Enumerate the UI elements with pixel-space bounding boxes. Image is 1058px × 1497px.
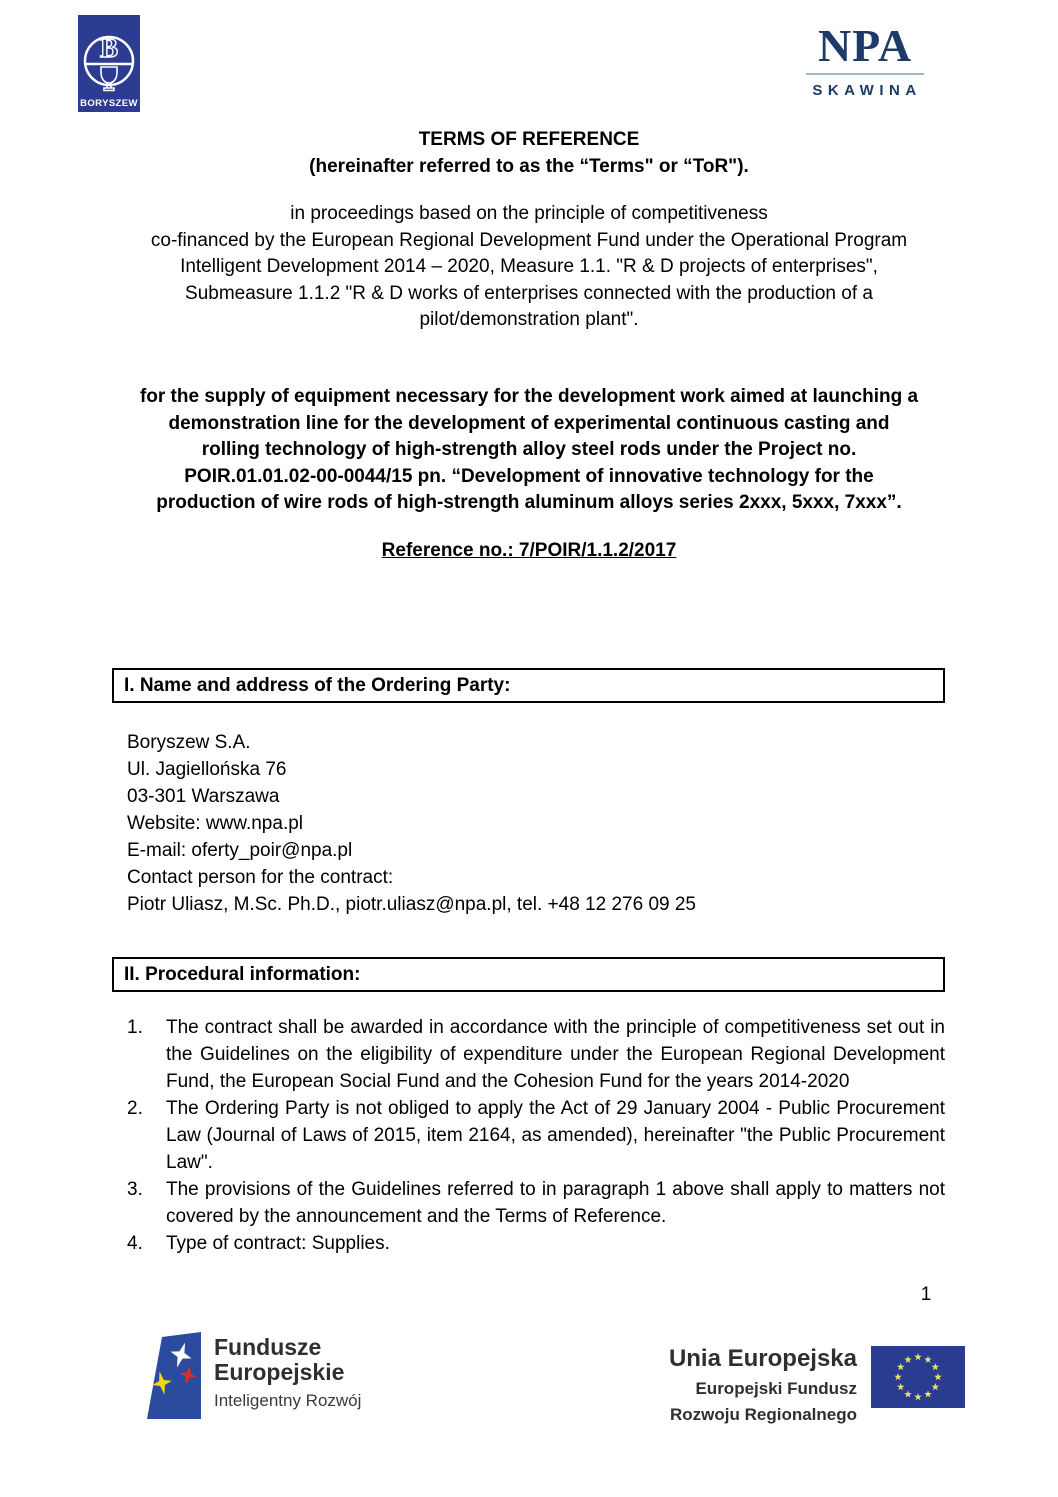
boryszew-logo-icon xyxy=(78,15,140,112)
list-item-number: 1. xyxy=(127,1017,143,1038)
npa-logo-title: NPA xyxy=(817,20,913,71)
list-item xyxy=(127,1230,945,1257)
list-item-text: The Ordering Party is not obliged to apply the Act of 29 January 2004 - Public Procurement Law (Journal of Laws of 2015, item 2164, as amended), hereinafter "the Public Procurement Law". xyxy=(166,1098,945,1173)
list-item xyxy=(127,1176,945,1230)
list-item-number: 3. xyxy=(127,1179,143,1200)
list-item xyxy=(127,1095,945,1176)
subject-line: demonstration line for the development of experimental continuous casting and xyxy=(168,412,890,434)
list-item-text: The provisions of the Guidelines referred to in paragraph 1 above shall apply to matters not covered by the announcement and the Terms of Reference. xyxy=(166,1179,945,1227)
address-line-company: Boryszew S.A. xyxy=(127,732,251,753)
document-title xyxy=(0,126,1058,180)
boryszew-letter: B xyxy=(99,33,119,63)
address-line-contact-person: Piotr Uliasz, M.Sc. Ph.D., piotr.uliasz@npa.pl, tel. +48 12 276 09 25 xyxy=(127,894,696,915)
boryszew-logo-label: BORYSZEW xyxy=(80,98,138,109)
fundusze-flag-icon xyxy=(145,1331,202,1421)
list-item-text: Type of contract: Supplies. xyxy=(166,1233,390,1254)
ordering-party-address xyxy=(127,729,696,918)
intro-line: in proceedings based on the principle of competitiveness xyxy=(290,203,768,224)
intro-line: Submeasure 1.1.2 "R & D works of enterprises connected with the production of a xyxy=(185,282,873,304)
reference-number: Reference no.: 7/POIR/1.1.2/2017 xyxy=(381,540,677,561)
unia-europejska-logo xyxy=(600,1341,965,1425)
list-item-text: The contract shall be awarded in accordance with the principle of competitiveness set out in the Guidelines on the eligibility of expenditure under the European Regional Development Fund, the European Social Fund and the Cohesion Fund for the years 2014-2020 xyxy=(166,1017,945,1092)
fundusze-line2: Europejskie xyxy=(214,1359,345,1385)
page-number: 1 xyxy=(920,1284,932,1305)
document-title-line1: TERMS OF REFERENCE xyxy=(418,129,640,150)
subject-paragraph xyxy=(99,384,959,517)
eu-flag-icon xyxy=(871,1346,965,1408)
npa-logo-rule xyxy=(806,73,924,75)
subject-line: rolling technology of high-strength alloy steel rods under the Project no. xyxy=(201,439,857,460)
intro-line: co-financed by the European Regional Development Fund under the Operational Program xyxy=(150,229,908,251)
section-1-heading: I. Name and address of the Ordering Party: xyxy=(112,668,945,703)
list-item xyxy=(127,1014,945,1095)
unia-line2: Europejski Fundusz xyxy=(695,1379,857,1398)
npa-logo xyxy=(806,22,924,99)
subject-line: production of wire rods of high-strength aluminum alloys series 2xxx, 5xxx, 7xxx”. xyxy=(156,492,902,513)
fundusze-europejskie-logo xyxy=(145,1331,361,1421)
npa-logo-subtitle: SKAWINA xyxy=(812,82,922,99)
address-line-website: Website: www.npa.pl xyxy=(127,813,304,834)
document-title-line2: (hereinafter referred to as the “Terms" or “ToR"). xyxy=(309,156,749,177)
unia-logo-text xyxy=(669,1341,857,1425)
address-line-email: E-mail: oferty_poir@npa.pl xyxy=(127,840,353,861)
unia-line3: Rozwoju Regionalnego xyxy=(670,1405,857,1424)
section-2-heading: II. Procedural information: xyxy=(112,957,945,992)
unia-line1: Unia Europejska xyxy=(668,1345,857,1372)
address-line-city: 03-301 Warszawa xyxy=(127,786,280,807)
fundusze-line1: Fundusze xyxy=(214,1334,322,1360)
address-line-street: Ul. Jagiellońska 76 xyxy=(127,759,287,780)
intro-line: pilot/demonstration plant". xyxy=(419,309,639,330)
subject-line: POIR.01.01.02-00-0044/15 pn. “Development of innovative technology for the xyxy=(184,465,874,487)
address-line-contact-label: Contact person for the contract: xyxy=(127,867,394,888)
subject-line: for the supply of equipment necessary for the development work aimed at launching a xyxy=(139,386,919,407)
list-item-number: 4. xyxy=(127,1233,143,1254)
intro-paragraph xyxy=(99,201,959,334)
boryszew-logo xyxy=(78,15,140,112)
intro-line: Intelligent Development 2014 – 2020, Measure 1.1. "R & D projects of enterprises", xyxy=(180,256,878,277)
fundusze-subtitle: Inteligentny Rozwój xyxy=(214,1391,362,1410)
list-item-number: 2. xyxy=(127,1098,143,1119)
procedural-information-list xyxy=(127,1014,945,1257)
fundusze-logo-text xyxy=(214,1331,361,1421)
